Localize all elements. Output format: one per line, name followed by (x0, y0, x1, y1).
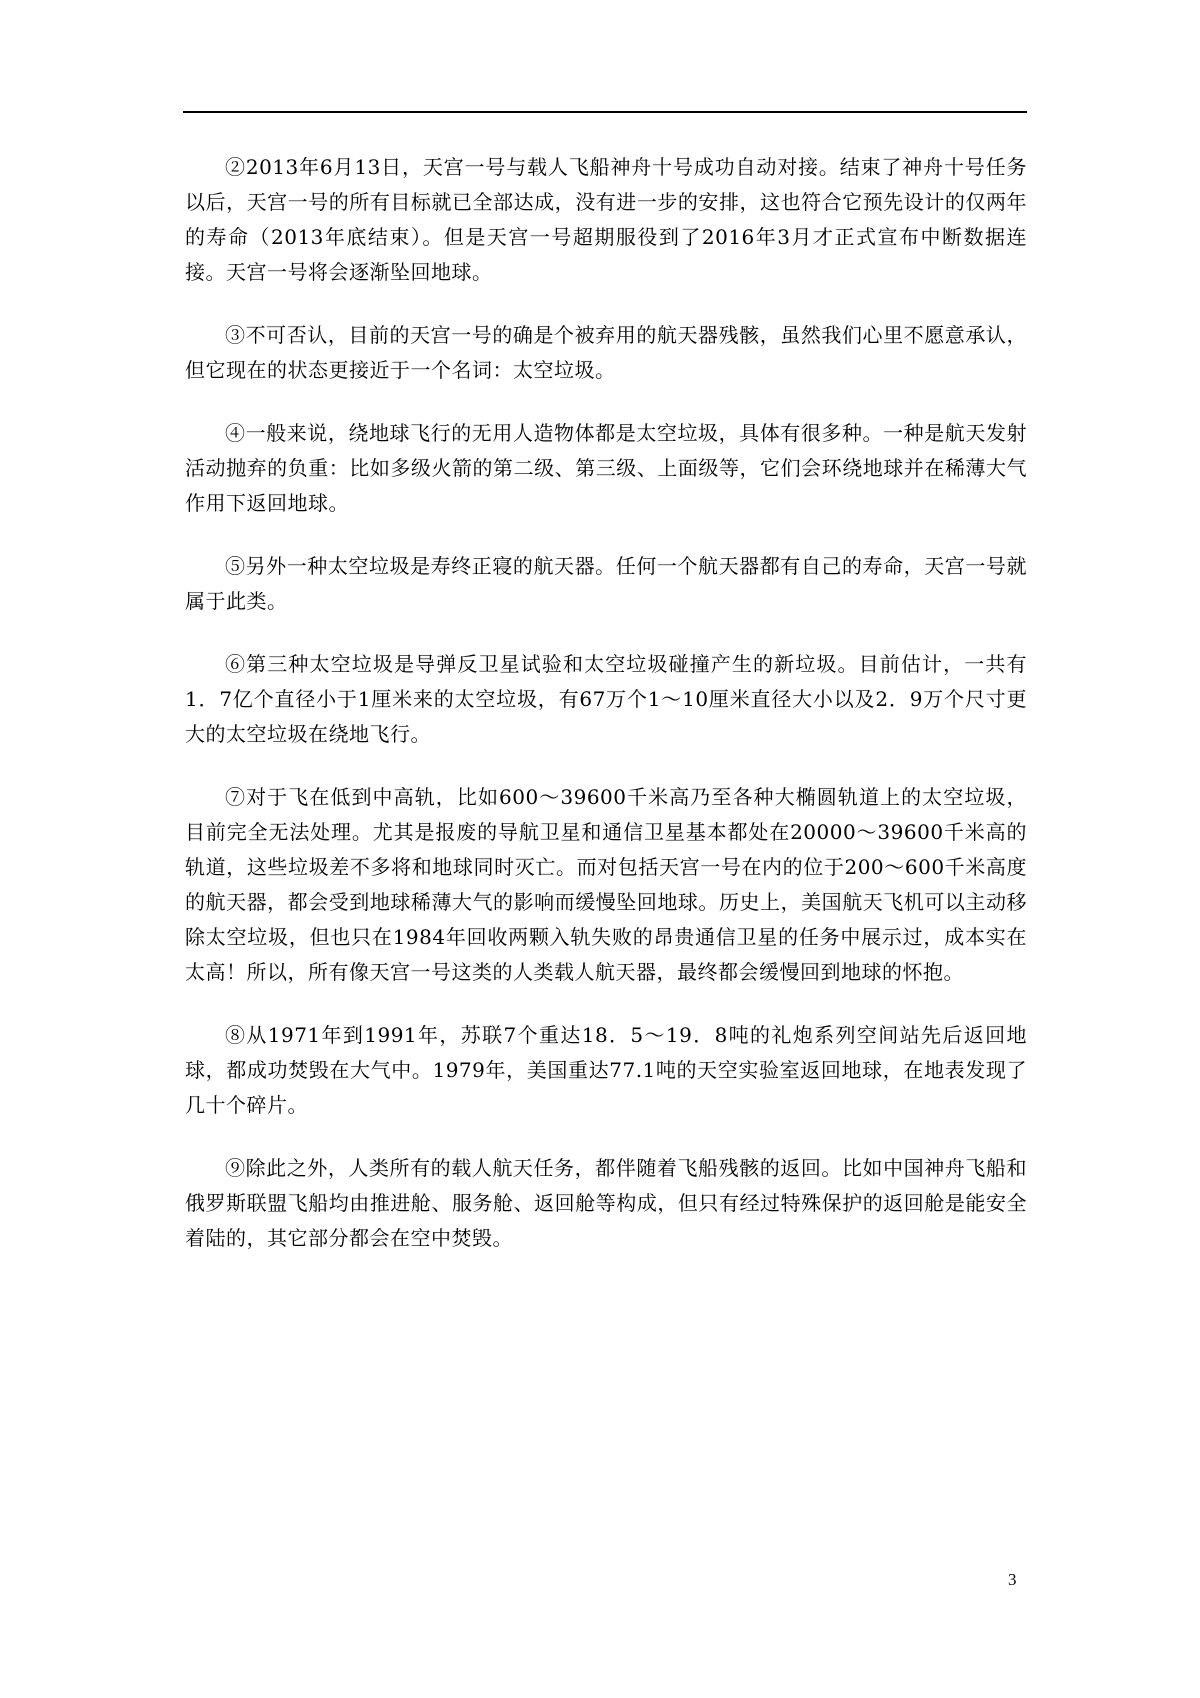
paragraph-9: ⑨除此之外，人类所有的载人航天任务，都伴随着飞船残骸的返回。比如中国神舟飞船和俄罗斯联盟飞船均由推进舱、服务舱、返回舱等构成，但只有经过特殊保护的返回舱是能安全着陆的，其它部分都会在空中焚毁。 (185, 1156, 1027, 1250)
paragraph-2: ②2013年6月13日，天宫一号与载人飞船神舟十号成功自动对接。结束了神舟十号任务以后，天宫一号的所有目标就已全部达成，没有进一步的安排，这也符合它预先设计的仅两年的寿命（2013年底结束）。但是天宫一号超期服役到了2016年3月才正式宣布中断数据连接。天宫一号将会逐渐坠回地球。 (185, 155, 1027, 284)
paragraph-7: ⑦对于飞在低到中高轨，比如600～39600千米高乃至各种大椭圆轨道上的太空垃圾，目前完全无法处理。尤其是报废的导航卫星和通信卫星基本都处在20000～39600千米高的轨道，这些垃圾差不多将和地球同时灭亡。而对包括天宫一号在内的位于200～600千米高度的航天器，都会受到地球稀薄大气的影响而缓慢坠回地球。历史上，美国航天飞机可以主动移除太空垃圾，但也只在1984年回收两颗入轨失败的昂贵通信卫星的任务中展示过，成本实在太高！所以，所有像天宫一号这类的人类载人航天器，最终都会缓慢回到地球的怀抱。 (185, 785, 1027, 984)
paragraph-3: ③不可否认，目前的天宫一号的确是个被弃用的航天器残骸，虽然我们心里不愿意承认，但它现在的状态更接近于一个名词：太空垃圾。 (185, 323, 1027, 382)
header-rule (183, 111, 1027, 113)
paragraph-5: ⑤另外一种太空垃圾是寿终正寝的航天器。任何一个航天器都有自己的寿命，天宫一号就属于此类。 (185, 554, 1027, 613)
document-body (185, 150, 1027, 1284)
paragraph-6: ⑥第三种太空垃圾是导弹反卫星试验和太空垃圾碰撞产生的新垃圾。目前估计，一共有1．7亿个直径小于1厘米来的太空垃圾，有67万个1～10厘米直径大小以及2．9万个尺寸更大的太空垃圾在绕地飞行。 (185, 652, 1027, 746)
page-number: 3 (1008, 1570, 1017, 1589)
paragraph-8: ⑧从1971年到1991年，苏联7个重达18．5～19．8吨的礼炮系列空间站先后返回地球，都成功焚毁在大气中。1979年，美国重达77.1吨的天空实验室返回地球，在地表发现了几十个碎片。 (185, 1023, 1027, 1117)
paragraph-4: ④一般来说，绕地球飞行的无用人造物体都是太空垃圾，具体有很多种。一种是航天发射活动抛弃的负重：比如多级火箭的第二级、第三级、上面级等，它们会环绕地球并在稀薄大气作用下返回地球。 (185, 421, 1027, 515)
